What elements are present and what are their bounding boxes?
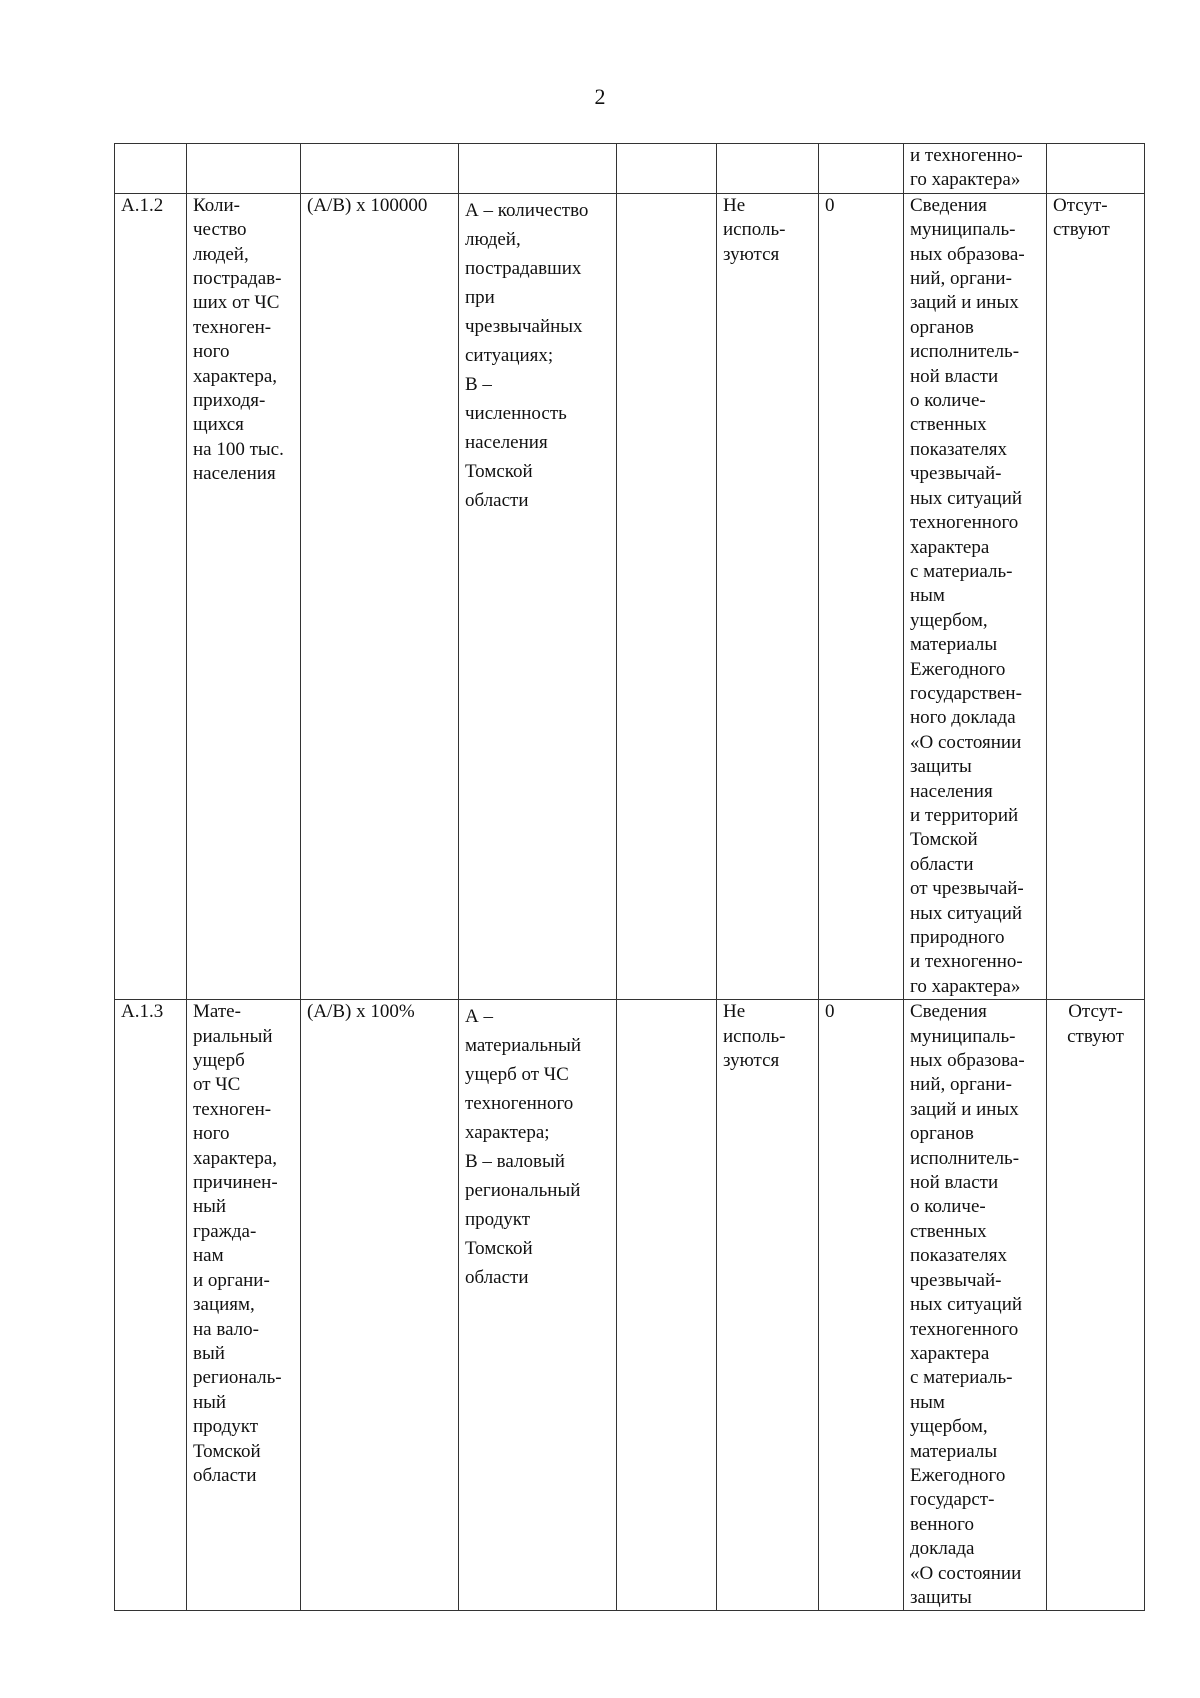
cell-col9: Отсут- ствуют — [1047, 1000, 1145, 1611]
cell-col9: Отсут- ствуют — [1047, 193, 1145, 999]
indicator-table — [114, 143, 1145, 1611]
cell-col9 — [1047, 144, 1145, 194]
cell-formula: (А/В) х 100% — [301, 1000, 459, 1611]
cell-name: Мате- риальный ущерб от ЧС техноген- ного характера, причинен- ный гражда- нам и органи- зациям, на вало- вый региональ- ный продукт Томской области — [187, 1000, 301, 1611]
cell-col5 — [617, 1000, 717, 1611]
cell-variables: А – количество людей, пострадавших при чрезвычайных ситуациях; В – численность населения Томской области — [459, 193, 617, 999]
cell-formula — [301, 144, 459, 194]
table-row — [115, 193, 1145, 999]
cell-col7: 0 — [819, 1000, 904, 1611]
table-row-continuation — [115, 144, 1145, 194]
cell-code: А.1.3 — [115, 1000, 187, 1611]
cell-name: Коли- чество людей, пострадав- ших от ЧС техноген- ного характера, приходя- щихся на 100 тыс. населения — [187, 193, 301, 999]
table-row — [115, 1000, 1145, 1611]
cell-col7: 0 — [819, 193, 904, 999]
cell-code — [115, 144, 187, 194]
cell-col5 — [617, 144, 717, 194]
cell-col6 — [717, 144, 819, 194]
cell-col6: Не исполь- зуются — [717, 1000, 819, 1611]
page-number: 2 — [594, 84, 606, 109]
cell-source: Сведения муниципаль- ных образова- ний, органи- заций и иных органов исполнитель- ной власти о количе- ственных показателях чрезвычай- ных ситуаций техногенного характера с материаль- ным ущербом, материалы Ежегодного государствен- ного доклада «О состоянии защиты населения и территорий Томской области от чрезвычай- ных ситуаций природного и техногенно- го характера» — [904, 193, 1047, 999]
cell-source: и техногенно- го характера» — [904, 144, 1047, 194]
cell-name — [187, 144, 301, 194]
cell-col7 — [819, 144, 904, 194]
cell-formula: (А/В) х 100000 — [301, 193, 459, 999]
cell-code: А.1.2 — [115, 193, 187, 999]
cell-col5 — [617, 193, 717, 999]
cell-variables: А – материальный ущерб от ЧС техногенного характера; В – валовый региональный продукт Томской области — [459, 1000, 617, 1611]
cell-source: Сведения муниципаль- ных образова- ний, органи- заций и иных органов исполнитель- ной власти о количе- ственных показателях чрезвычай- ных ситуаций техногенного характера с материаль- ным ущербом, материалы Ежегодного государст- венного доклада «О состоянии защиты — [904, 1000, 1047, 1611]
cell-variables — [459, 144, 617, 194]
cell-col6: Не исполь- зуются — [717, 193, 819, 999]
